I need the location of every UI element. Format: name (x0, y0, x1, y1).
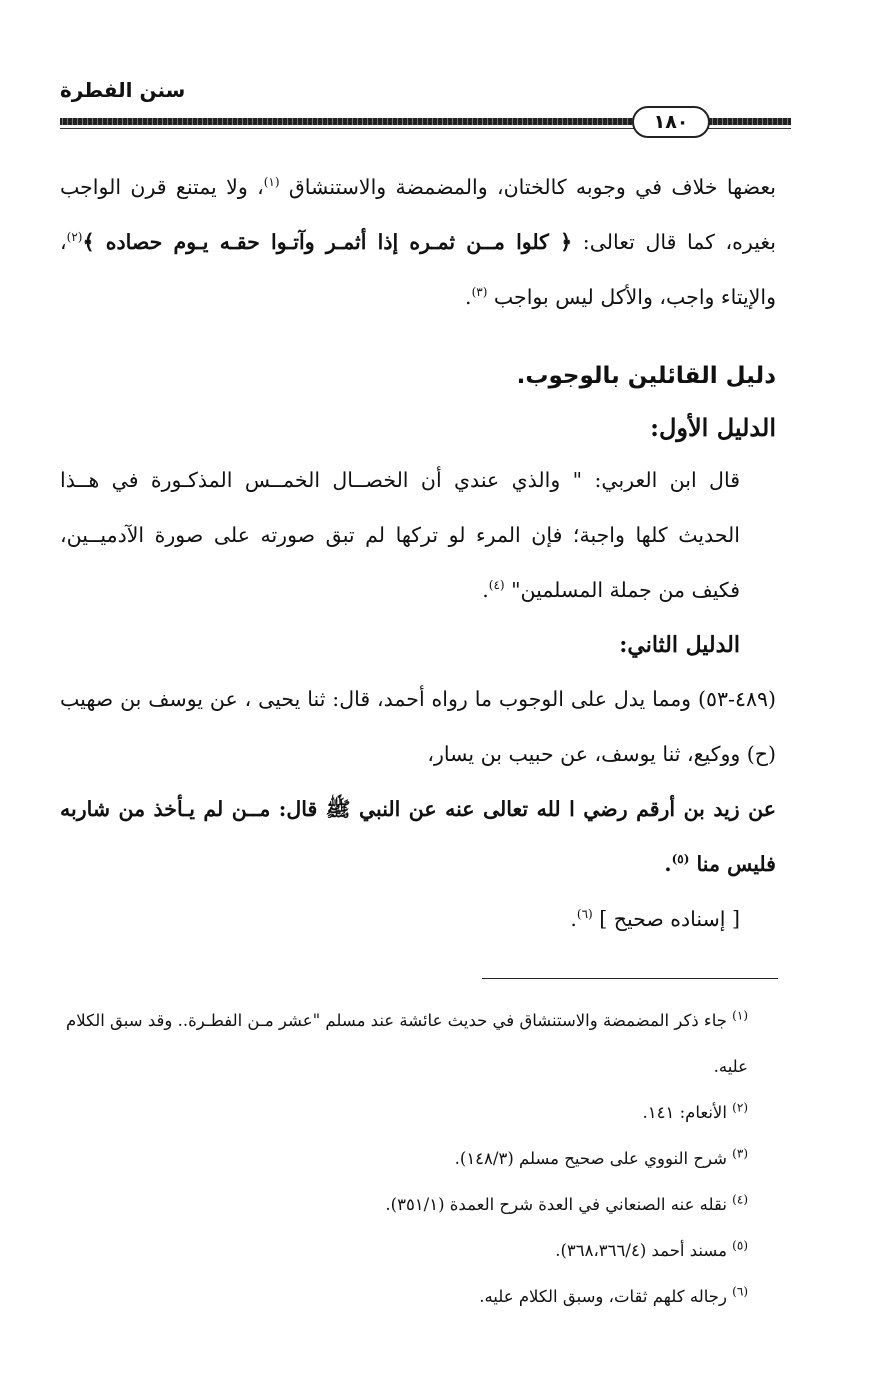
running-title: سنن الفطرة (60, 78, 186, 102)
paragraph-3: (٤٨٩-٥٣) ومما يدل على الوجوب ما رواه أحمد، قال: ثنا يحيى ، عن يوسف بن صهيب (ح) ووكيع، ثنا يوسف، عن حبيب بن يسار، (60, 687, 776, 766)
paragraph-2-text-a: قال ابن العربي: " والذي عندي أن الخصــال الخمــس المذكـورة في هــذا الحديث كلها واجبة؛ فإن المرء لو تركها لم تبق صورته على صورة الآدميــين، فكيف من جملة المسلمين" (60, 468, 740, 602)
footnote-5 (60, 1228, 776, 1274)
page-number: ١٨٠ (632, 106, 710, 138)
paragraph-1 (60, 160, 776, 325)
footnote-ref-2: (٢) (66, 230, 83, 245)
paragraph-4-hadith (60, 782, 776, 892)
footnote-3 (60, 1136, 776, 1182)
paragraph-2-text-b: . (482, 578, 489, 602)
main-text (60, 160, 776, 947)
footnote-ref-3: (٣) (471, 285, 488, 300)
footnote-ref-5: (٥) (671, 852, 690, 867)
footnote-1 (60, 998, 776, 1090)
footnote-4 (60, 1182, 776, 1228)
footnote-3-number: (٣) (732, 1146, 748, 1161)
paragraph-1-text-c: ، والإيتاء واجب، والأكل ليس بواجب (60, 230, 776, 309)
paragraph-4-text-b: . (664, 852, 672, 876)
footnote-1-text: جاء ذكر المضمضة والاستنشاق في حديث عائشة عند مسلم "عشر مـن الفطـرة.. وقد سبق الكلام عليه. (66, 1011, 748, 1076)
footnote-4-text: نقله عنه الصنعاني في العدة شرح العمدة (٣٥١/١). (385, 1195, 727, 1214)
paragraph-5-grading (60, 892, 776, 947)
footnote-ref-6: (٦) (576, 907, 593, 922)
footnote-2 (60, 1090, 776, 1136)
footnote-2-number: (٢) (732, 1100, 748, 1115)
section-heading: دليل القائلين بالوجوب. (516, 363, 776, 389)
footnote-6-number: (٦) (732, 1284, 748, 1299)
subheading-first-evidence: الدليل الأول: (650, 413, 776, 442)
footnote-6 (60, 1274, 776, 1320)
paragraph-4-text-a: عن زيد بن أرقم رضي ا لله تعالى عنه عن النبي ﷺ قال: مــن لم يـأخذ من شاربه فليس منا (60, 797, 776, 876)
paragraph-1-text-a: بعضها خلاف في وجوبه كالختان، والمضمضة والاستنشاق (279, 175, 776, 199)
paragraph-5-text-b: . (570, 907, 577, 931)
footnote-2-text: الأنعام: ١٤١. (642, 1103, 727, 1122)
paragraph-1-text-d: . (465, 285, 472, 309)
footnotes (60, 998, 776, 1320)
paragraph-2 (60, 453, 776, 618)
footnote-6-text: رجاله كلهم ثقات، وسبق الكلام عليه. (479, 1287, 727, 1306)
quran-verse: ﴿ كلوا مــن ثمـره إذا أثمـر وآتـوا حقـه يـوم حصاده ﴾ (82, 230, 573, 254)
footnote-5-text: مسند أحمد (٣٦٨،٣٦٦/٤). (555, 1241, 727, 1260)
paragraph-5-text-a: [ إسناده صحيح ] (592, 907, 740, 931)
footnote-3-text: شرح النووي على صحيح مسلم (١٤٨/٣). (454, 1149, 727, 1168)
footnote-ref-4: (٤) (488, 578, 505, 593)
footnote-1-number: (١) (732, 1008, 748, 1023)
paragraph-1-text-b: ، ولا يمتنع قرن الواجب بغيره، كما قال تعالى: (60, 175, 776, 254)
footnote-5-number: (٥) (732, 1238, 748, 1253)
subheading-second-evidence: الدليل الثاني: (619, 632, 740, 658)
footnote-separator (482, 978, 778, 979)
footnote-4-number: (٤) (732, 1192, 748, 1207)
footnote-ref-1: (١) (263, 175, 280, 190)
